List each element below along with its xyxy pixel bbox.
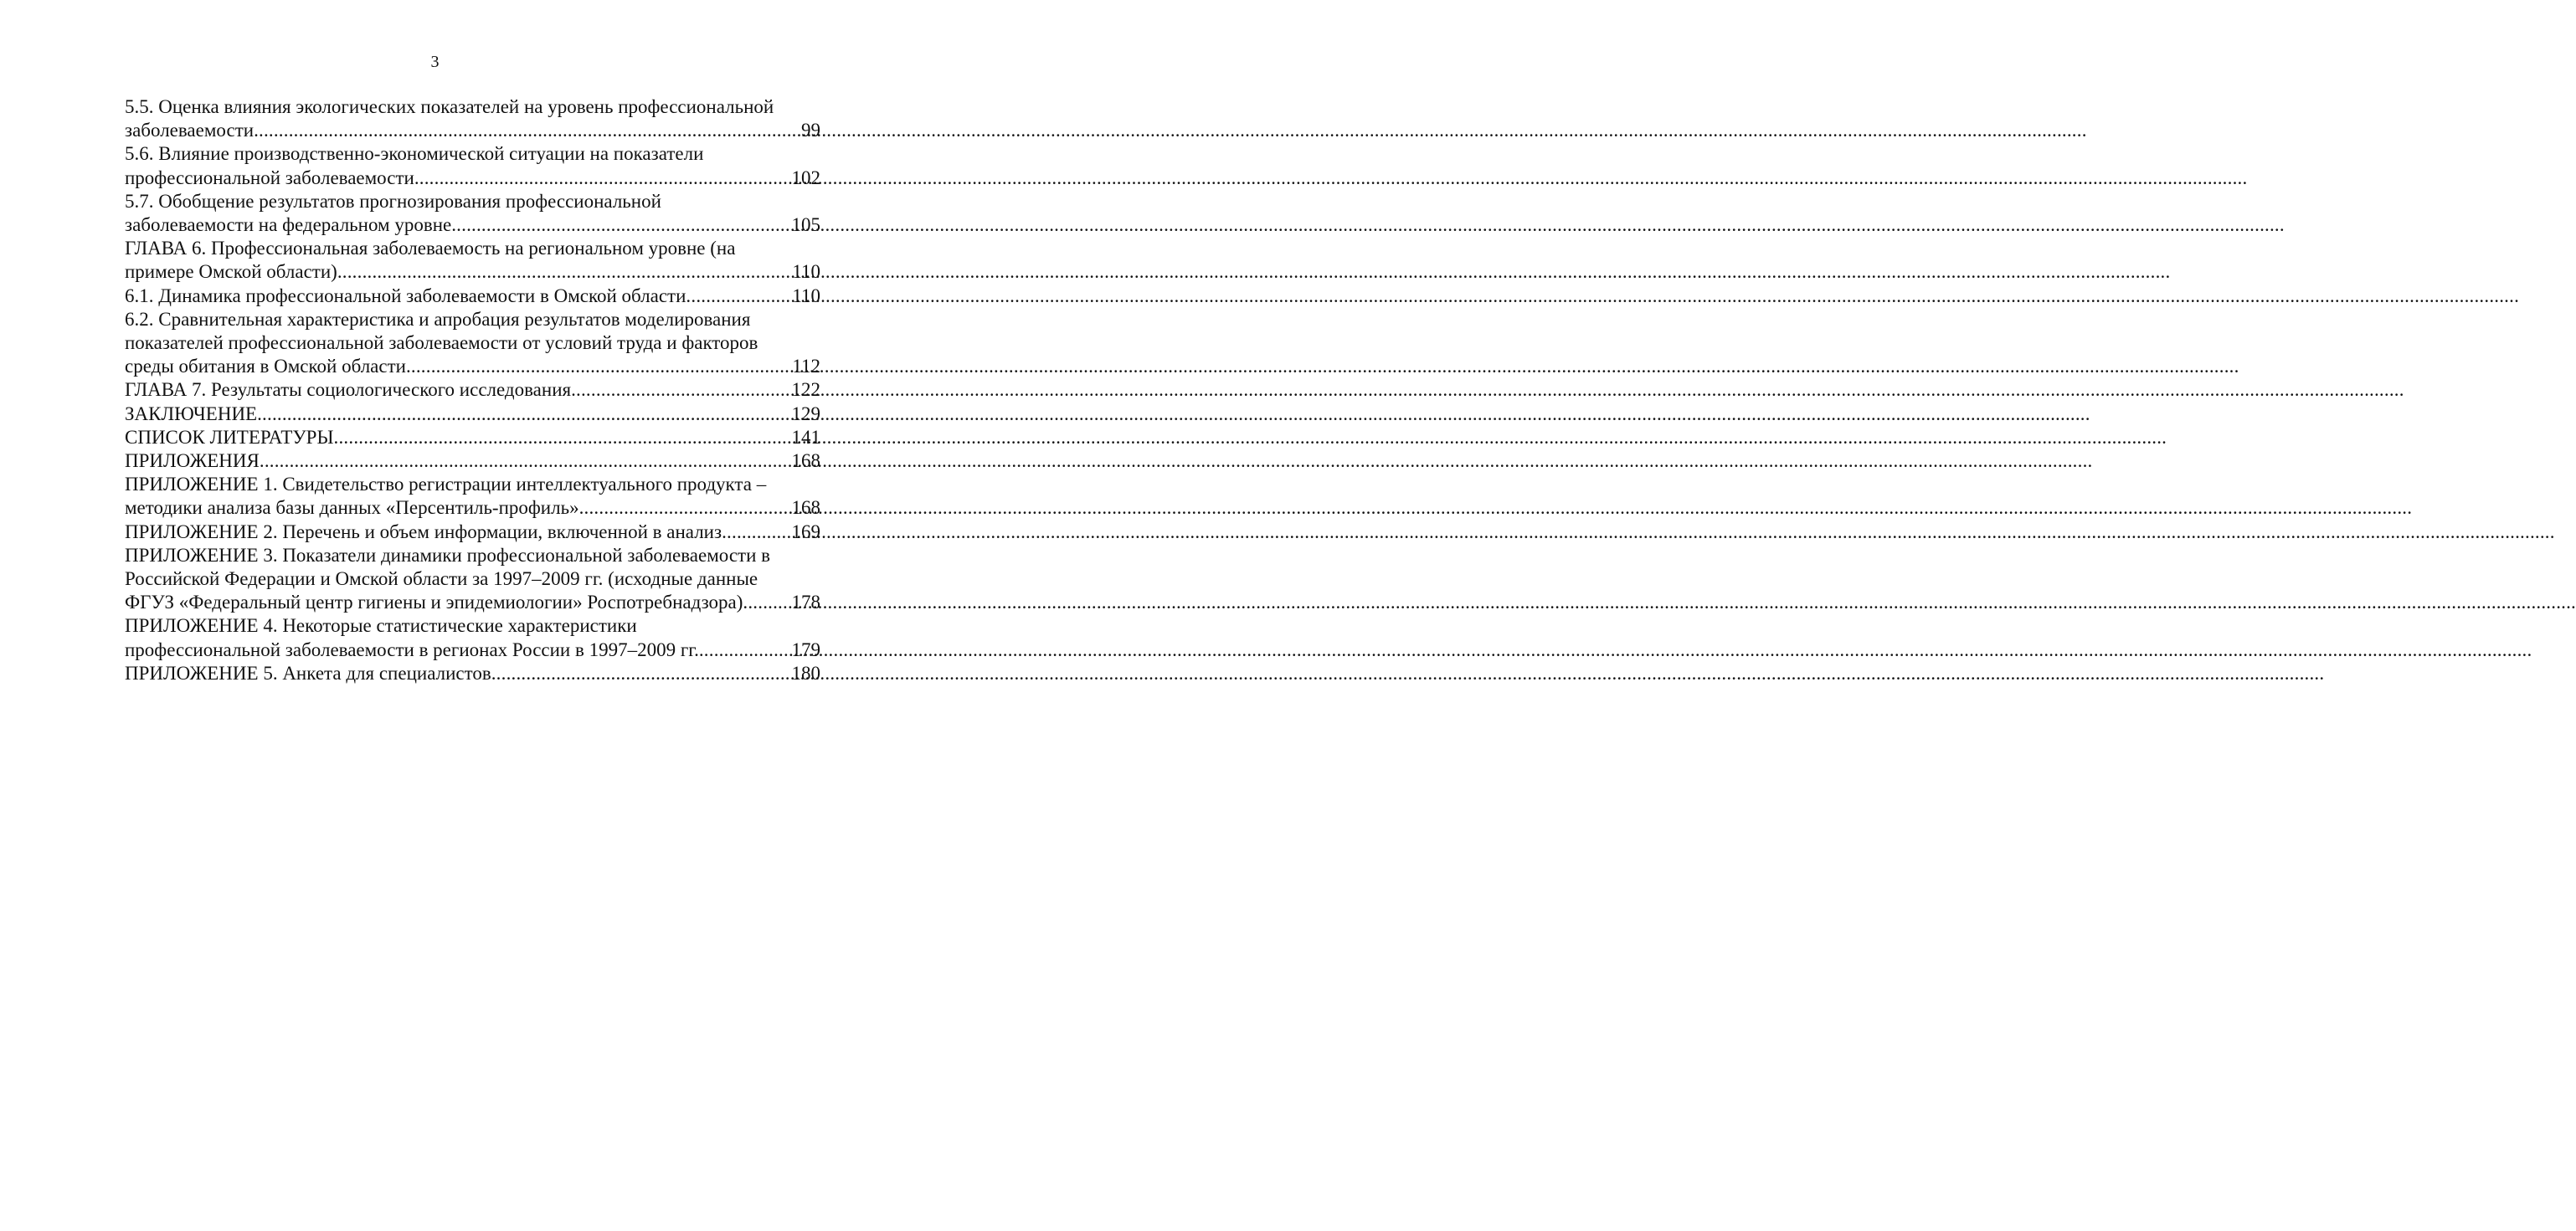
toc-entry-title: заболеваемости bbox=[125, 120, 255, 141]
toc-entry-line: 5.6. Влияние производственно-экономической ситуации на показатели bbox=[125, 143, 704, 165]
toc-entry-title: примере Омской области) bbox=[125, 261, 337, 283]
dot-leader bbox=[491, 662, 792, 685]
toc-entry-page: 122 bbox=[791, 379, 820, 401]
toc-entry-title: ПРИЛОЖЕНИЕ 5. Анкета для специалистов bbox=[125, 662, 491, 684]
dot-leader bbox=[451, 213, 791, 237]
toc-entry[interactable] bbox=[125, 521, 820, 544]
dot-leader bbox=[254, 119, 801, 142]
toc-entry-title: профессиональной заболеваемости bbox=[125, 167, 414, 188]
toc-entry-line: ПРИЛОЖЕНИЕ 3. Показатели динамики профессиональной заболеваемости в bbox=[125, 544, 771, 566]
toc-entry-title: методики анализа базы данных «Персентиль-профиль» bbox=[125, 497, 579, 519]
toc-entry-last-line bbox=[125, 591, 820, 614]
toc-entry-last-line bbox=[125, 285, 820, 308]
dot-leader bbox=[571, 378, 791, 402]
toc-entry-title: ПРИЛОЖЕНИЕ 2. Перечень и объем информации, включенной в анализ bbox=[125, 521, 722, 542]
toc-entry-page: 102 bbox=[791, 167, 820, 188]
toc-entry[interactable] bbox=[125, 449, 820, 473]
dot-leader bbox=[406, 355, 792, 378]
toc-entry-last-line bbox=[125, 521, 820, 544]
dot-leader bbox=[743, 591, 791, 614]
dot-leader bbox=[260, 449, 792, 473]
toc-entry[interactable] bbox=[125, 614, 820, 661]
dot-leader bbox=[686, 285, 792, 308]
toc-entry-title: ФГУЗ «Федеральный центр гигиены и эпидемиологии» Роспотребнадзора) bbox=[125, 592, 743, 613]
toc-entry-line: Российской Федерации и Омской области за 1997–2009 гг. (исходные данные bbox=[125, 568, 758, 590]
toc-entry-title: СПИСОК ЛИТЕРАТУРЫ bbox=[125, 426, 334, 448]
toc-entry-page: 168 bbox=[791, 450, 820, 472]
dot-leader bbox=[334, 426, 792, 449]
toc-entry[interactable] bbox=[125, 237, 820, 284]
toc-entry-page: 179 bbox=[791, 639, 820, 660]
dot-leader bbox=[337, 260, 793, 284]
dot-leader bbox=[579, 496, 792, 520]
toc-entry-last-line bbox=[125, 449, 820, 473]
toc-entry-last-line bbox=[125, 378, 820, 402]
toc-entry-title: заболеваемости на федеральном уровне bbox=[125, 214, 452, 236]
toc-entry-title: ЗАКЛЮЧЕНИЕ bbox=[125, 403, 258, 424]
toc-entry[interactable] bbox=[125, 544, 820, 615]
toc-entry[interactable] bbox=[125, 308, 820, 379]
toc-entry-page: 110 bbox=[792, 261, 820, 283]
toc-entry-page: 168 bbox=[791, 497, 820, 519]
toc-entry[interactable] bbox=[125, 190, 820, 237]
toc-entry-page: 178 bbox=[791, 592, 820, 613]
toc-entry-page: 141 bbox=[791, 426, 820, 448]
toc-entry[interactable] bbox=[125, 285, 820, 308]
toc-entry-last-line bbox=[125, 213, 820, 237]
toc-entry-page: 112 bbox=[792, 356, 820, 377]
toc-entry-title: профессиональной заболеваемости в регионах России в 1997–2009 гг. bbox=[125, 639, 699, 660]
toc-entry-page: 169 bbox=[791, 521, 820, 542]
dot-leader bbox=[257, 403, 791, 426]
toc-entry[interactable] bbox=[125, 426, 820, 449]
dot-leader bbox=[414, 167, 792, 190]
toc-entry-page: 129 bbox=[791, 403, 820, 424]
toc-entry-title: 6.1. Динамика профессиональной заболеваемости в Омской области bbox=[125, 285, 686, 306]
toc-entry[interactable] bbox=[125, 662, 820, 685]
toc-entry-line: 5.5. Оценка влияния экологических показателей на уровень профессиональной bbox=[125, 96, 774, 117]
page-number: 3 bbox=[430, 53, 440, 71]
toc-entry-last-line bbox=[125, 260, 820, 284]
toc-entry-page: 180 bbox=[791, 662, 820, 684]
toc-entry-title: ПРИЛОЖЕНИЯ bbox=[125, 450, 260, 472]
toc-entry-line: ПРИЛОЖЕНИЕ 4. Некоторые статистические характеристики bbox=[125, 615, 637, 637]
toc-entry[interactable] bbox=[125, 142, 820, 189]
toc-entry-line: показателей профессиональной заболеваемости от условий труда и факторов bbox=[125, 332, 758, 354]
toc-entry-page: 105 bbox=[791, 214, 820, 236]
dot-leader bbox=[722, 521, 791, 544]
toc-entry-last-line bbox=[125, 639, 820, 662]
toc-entry-title: среды обитания в Омской области bbox=[125, 356, 406, 377]
toc-entry-last-line bbox=[125, 662, 820, 685]
toc-entry-last-line bbox=[125, 119, 820, 142]
toc-entry-last-line bbox=[125, 403, 820, 426]
toc-entry[interactable] bbox=[125, 95, 820, 142]
dot-leader bbox=[699, 639, 792, 662]
toc-entry-last-line bbox=[125, 426, 820, 449]
toc-entry-last-line bbox=[125, 496, 820, 520]
toc-entry-page: 99 bbox=[801, 120, 820, 141]
toc-entry[interactable] bbox=[125, 403, 820, 426]
toc-entry-title: ГЛАВА 7. Результаты социологического исследования bbox=[125, 379, 572, 401]
toc-entry-last-line bbox=[125, 355, 820, 378]
toc-entry-line: 5.7. Обобщение результатов прогнозирования профессиональной bbox=[125, 190, 661, 212]
toc-entry-last-line bbox=[125, 167, 820, 190]
toc-entry-page: 110 bbox=[792, 285, 820, 306]
toc-entry[interactable] bbox=[125, 473, 820, 520]
toc-entry[interactable] bbox=[125, 378, 820, 402]
toc-entry-line: ПРИЛОЖЕНИЕ 1. Свидетельство регистрации интеллектуального продукта – bbox=[125, 474, 767, 495]
toc-entry-line: 6.2. Сравнительная характеристика и апробация результатов моделирования bbox=[125, 308, 751, 330]
toc-entry-line: ГЛАВА 6. Профессиональная заболеваемость на региональном уровне (на bbox=[125, 238, 736, 259]
table-of-contents bbox=[125, 95, 820, 685]
